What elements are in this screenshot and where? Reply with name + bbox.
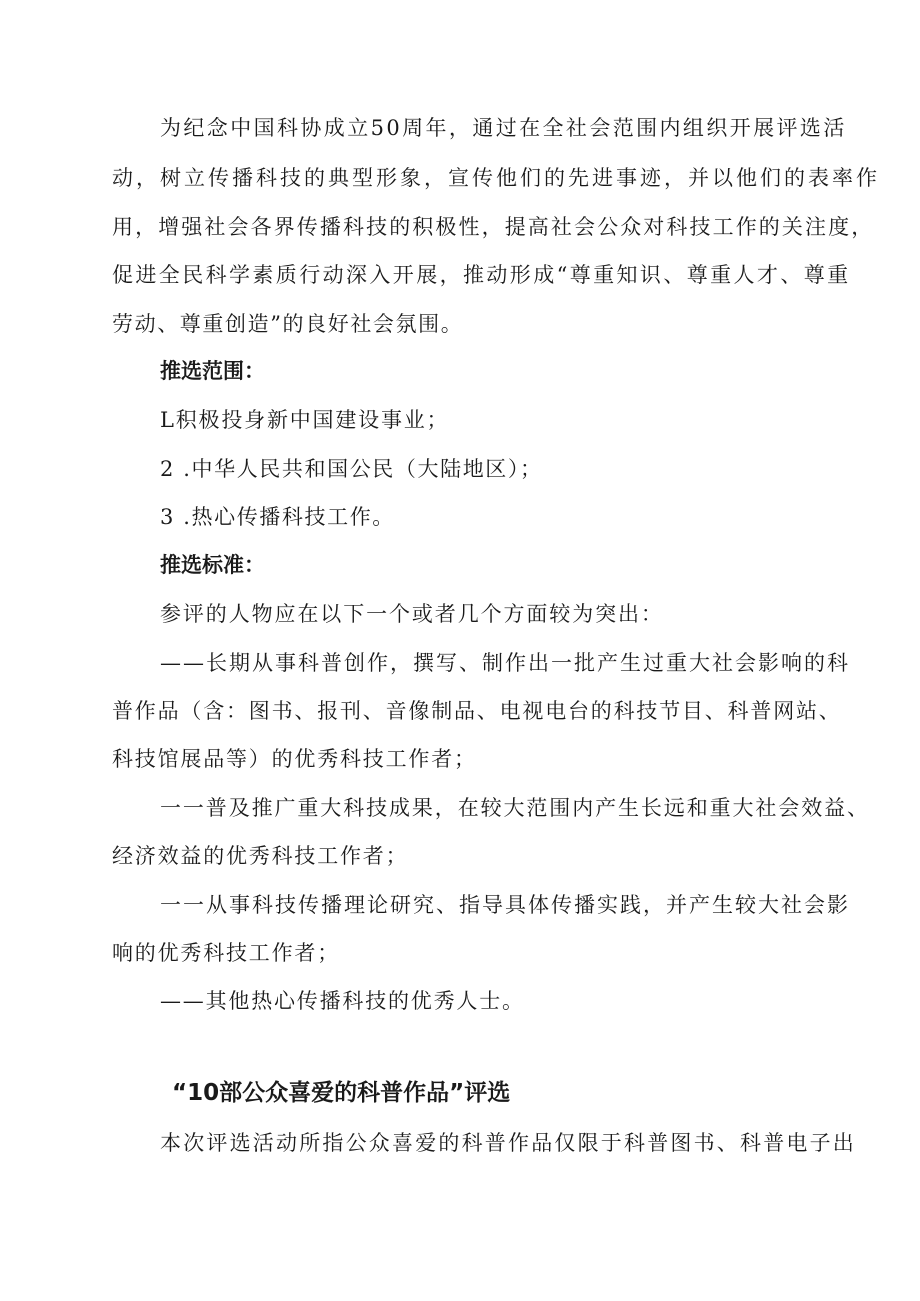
criteria-line: ——其他热心传播科技的优秀人士。	[160, 989, 525, 1013]
intro-line: 劳动、尊重创造”的良好社会氛围。	[112, 312, 464, 336]
scope-heading: 推选范围：	[160, 359, 265, 383]
criteria-heading: 推选标准：	[160, 553, 265, 577]
scope-item: L积极投身新中国建设事业；	[160, 408, 450, 432]
criteria-line: 一一从事科技传播理论研究、指导具体传播实践，并产生较大社会影	[160, 893, 850, 917]
intro-line: 用，增强社会各界传播科技的积极性，提高社会公众对科技工作的关注度，	[112, 215, 875, 239]
selection-line: 本次评选活动所指公众喜爱的科普作品仅限于科普图书、科普电子出	[160, 1131, 856, 1155]
criteria-line: 普作品（含：图书、报刊、音像制品、电视电台的科技节目、科普网站、	[112, 699, 842, 723]
criteria-line: 一一普及推广重大科技成果，在较大范围内产生长远和重大社会效益、	[160, 796, 870, 820]
selection-title: “10部公众喜爱的科普作品”评选	[172, 1080, 511, 1106]
intro-line: 动，树立传播科技的典型形象，宣传他们的先进事迹，并以他们的表率作	[112, 166, 880, 190]
scope-item: 3 .热心传播科技工作。	[160, 505, 395, 529]
scope-item: 2 .中华人民共和国公民（大陆地区）；	[160, 457, 543, 481]
criteria-line: 经济效益的优秀科技工作者；	[112, 844, 409, 868]
criteria-lead: 参评的人物应在以下一个或者几个方面较为突出：	[160, 602, 664, 626]
intro-line: 为纪念中国科协成立50周年，通过在全社会范围内组织开展评选活	[160, 116, 847, 140]
criteria-line: 科技馆展品等）的优秀科技工作者；	[112, 747, 477, 771]
criteria-line: ——长期从事科普创作，撰写、制作出一批产生过重大社会影响的科	[160, 651, 850, 675]
criteria-line: 响的优秀科技工作者；	[112, 941, 340, 965]
intro-line: 促进全民科学素质行动深入开展，推动形成“尊重知识、尊重人才、尊重	[112, 263, 851, 287]
